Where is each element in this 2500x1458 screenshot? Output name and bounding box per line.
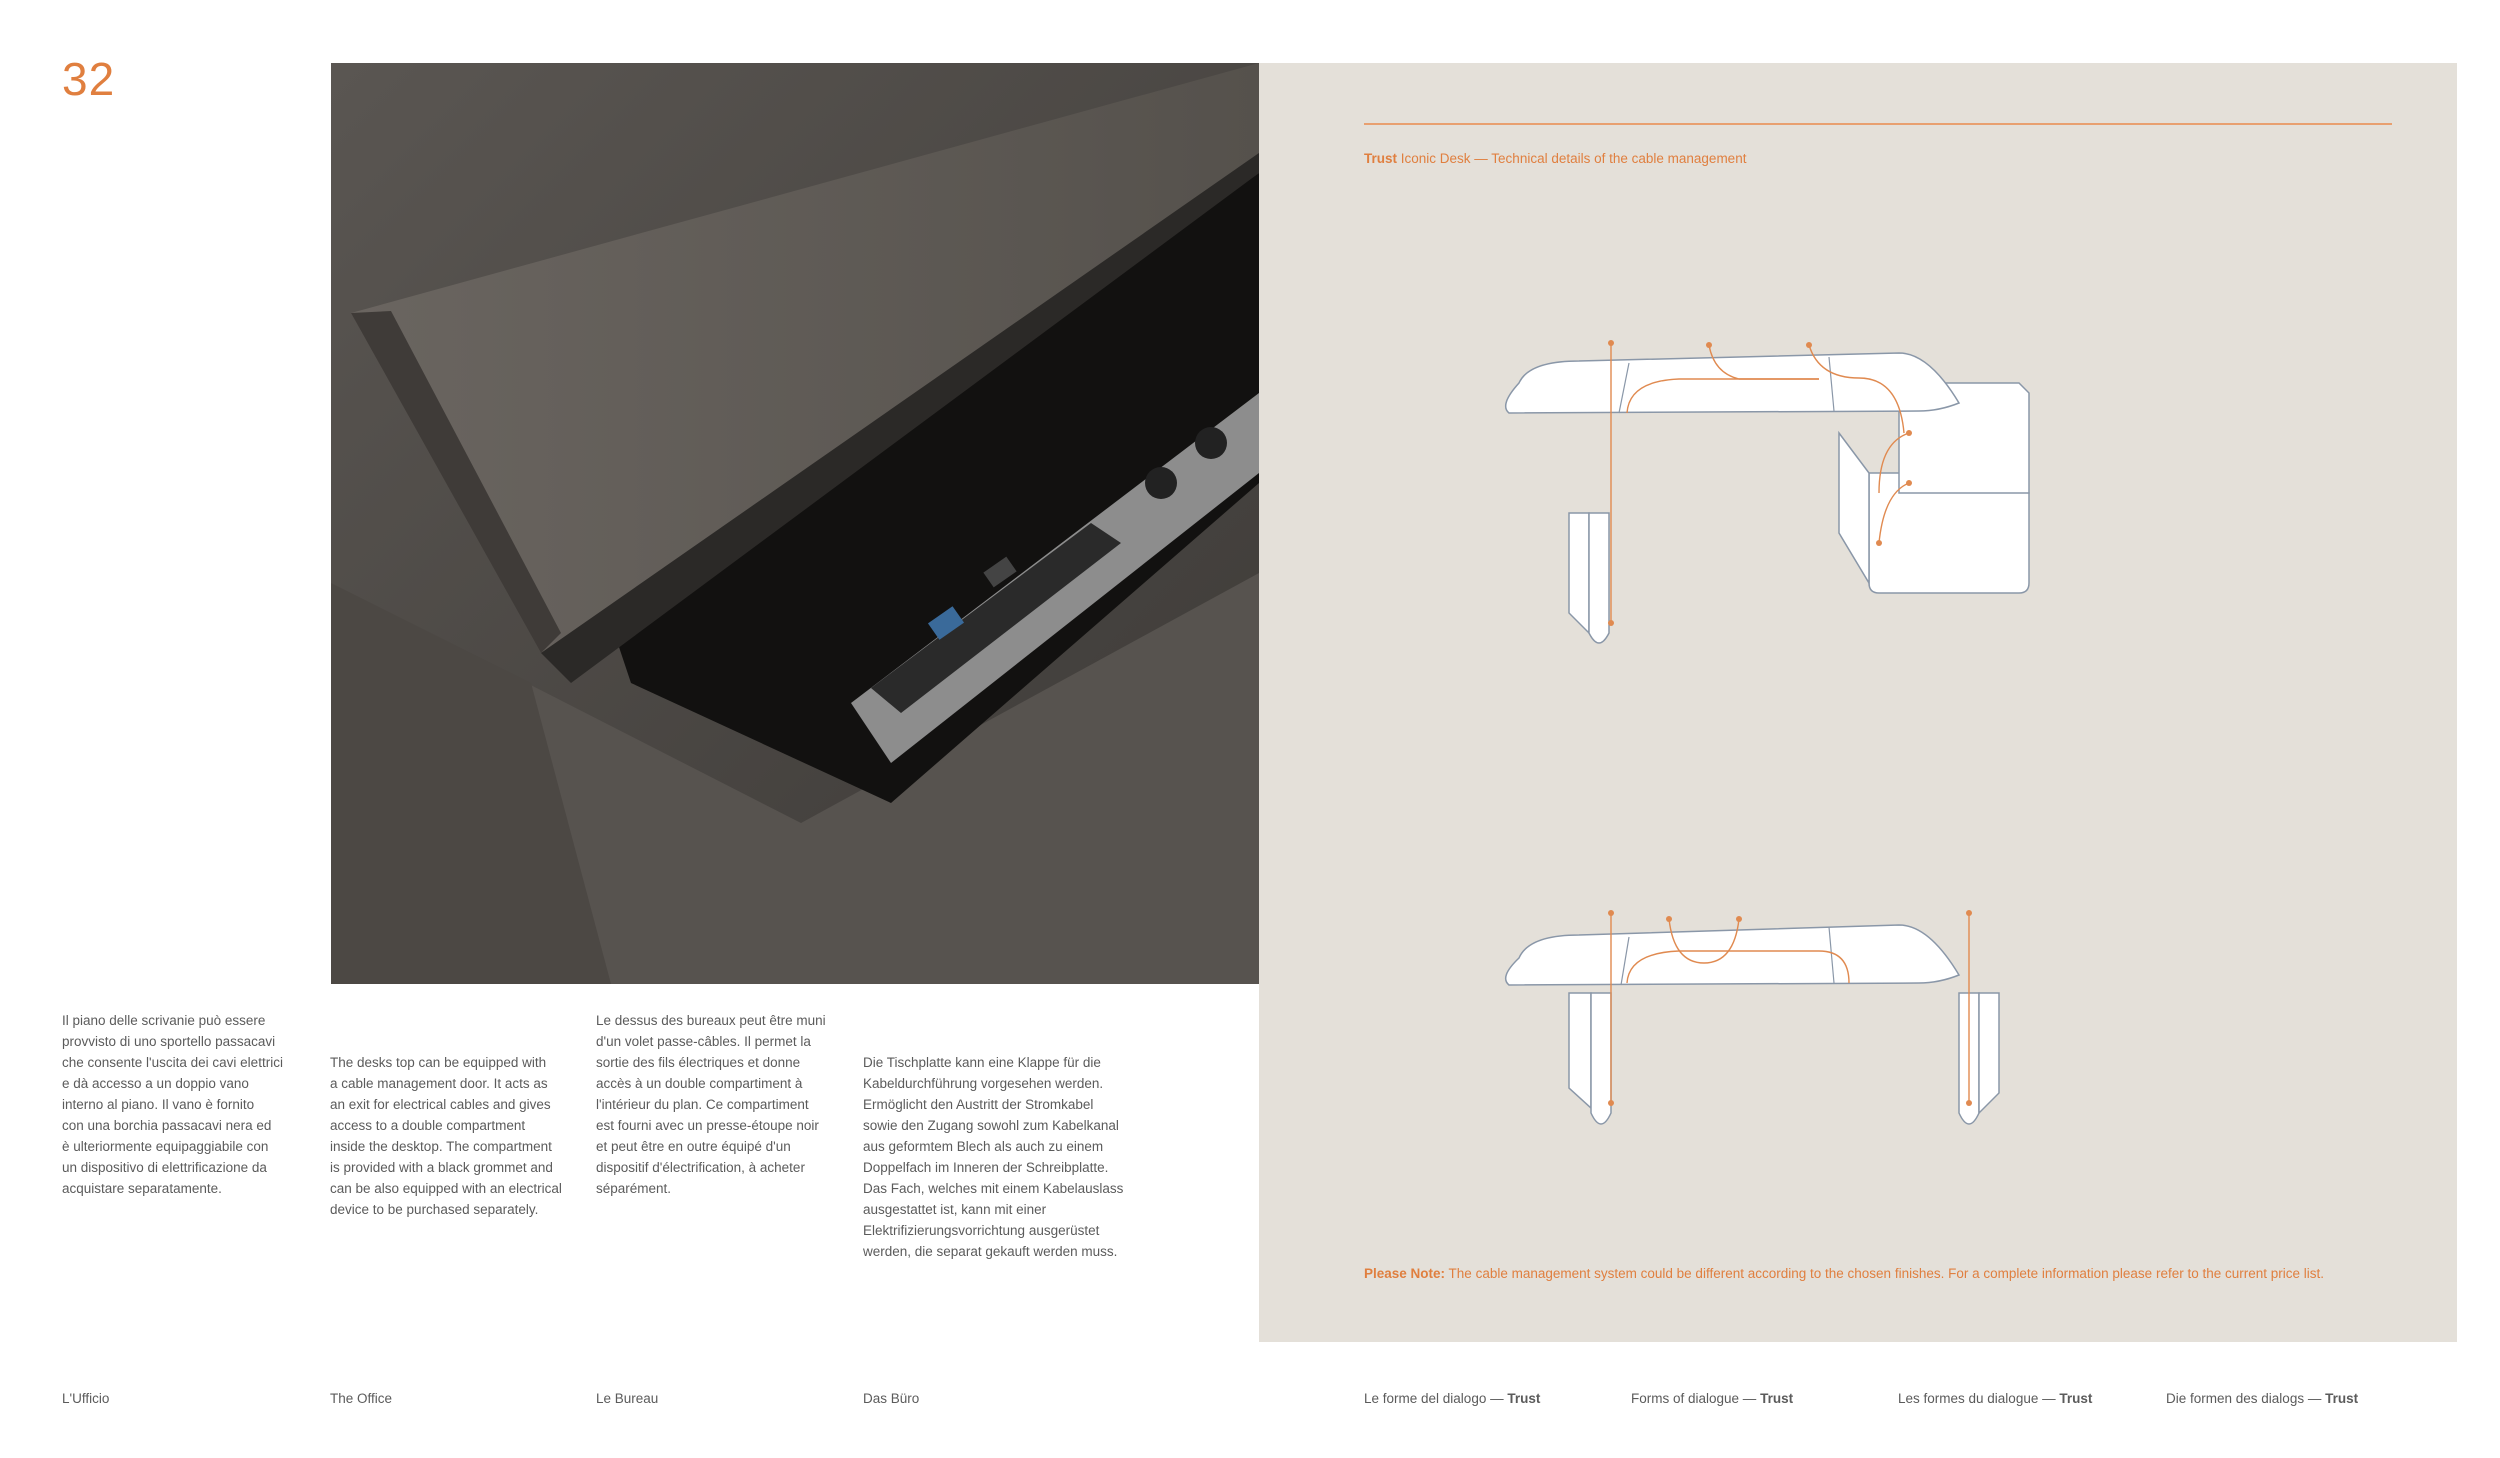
cable-compartment-photo	[331, 63, 1259, 984]
footer-italian: L'Ufficio	[62, 1391, 110, 1406]
footer-right-french: Les formes du dialogue — Trust	[1898, 1391, 2093, 1406]
text-english: The desks top can be equipped with a cable management door. It acts as an exit for electrical cables and gives access to a double compartment inside the desktop. The compartment is provided with a black grommet and can be also equipped with an electrical device to be purchased separately.	[330, 1055, 562, 1217]
text-german: Die Tischplatte kann eine Klappe für die Kabeldurchführung vorgesehen werden. Ermöglicht den Austritt der Stromkabel sowie den Zugang sowohl zum Kabelkanal aus geformtem Blech als auch zu einem Doppelfach im Inneren der Schreibplatte. Das Fach, welches mit einem Kabelauslass ausgestattet ist, kann mit einer Elektrifizierungsvorrichtung ausgerüstet werden, die separat gekauft werden muss.	[863, 1055, 1124, 1259]
page-number: 32	[62, 53, 116, 105]
footer-french: Le Bureau	[596, 1391, 659, 1406]
desk-diagram-l-shaped	[1499, 333, 2099, 813]
text-italian: Il piano delle scrivanie può essere provvisto di uno sportello passacavi che consente l'uscita dei cavi elettrici e dà accesso a un doppio vano interno al piano. Il vano è fornito con una borchia passacavi nera ed è ulteriormente equipaggiabile con un dispositivo di elettrificazione da acquistare separatamente.	[62, 1013, 283, 1196]
footer-right-italian: Le forme del dialogo — Trust	[1364, 1391, 1541, 1406]
footer-right-german: Die formen des dialogs — Trust	[2166, 1391, 2359, 1406]
footer-english: The Office	[330, 1391, 393, 1406]
desk-diagram-straight	[1499, 853, 2099, 1233]
footer-right-english: Forms of dialogue — Trust	[1631, 1391, 1794, 1406]
panel-caption: Trust Iconic Desk — Technical details of the cable management	[1364, 151, 1747, 166]
footer-german: Das Büro	[863, 1391, 920, 1406]
technical-panel	[1259, 63, 2457, 1342]
panel-divider	[1364, 123, 2392, 125]
panel-note: Please Note: The cable management system could be different according to the chosen finishes. For a complete information please refer to the current price list.	[1364, 1266, 2325, 1281]
text-french: Le dessus des bureaux peut être muni d'un volet passe-câbles. Il permet la sortie des fils électriques et donne accès à un double compartiment à l'intérieur du plan. Ce compartiment est fourni avec un presse-étoupe noir et peut être en outre équipé d'un dispositif d'électrification, à acheter séparément.	[596, 1013, 826, 1196]
